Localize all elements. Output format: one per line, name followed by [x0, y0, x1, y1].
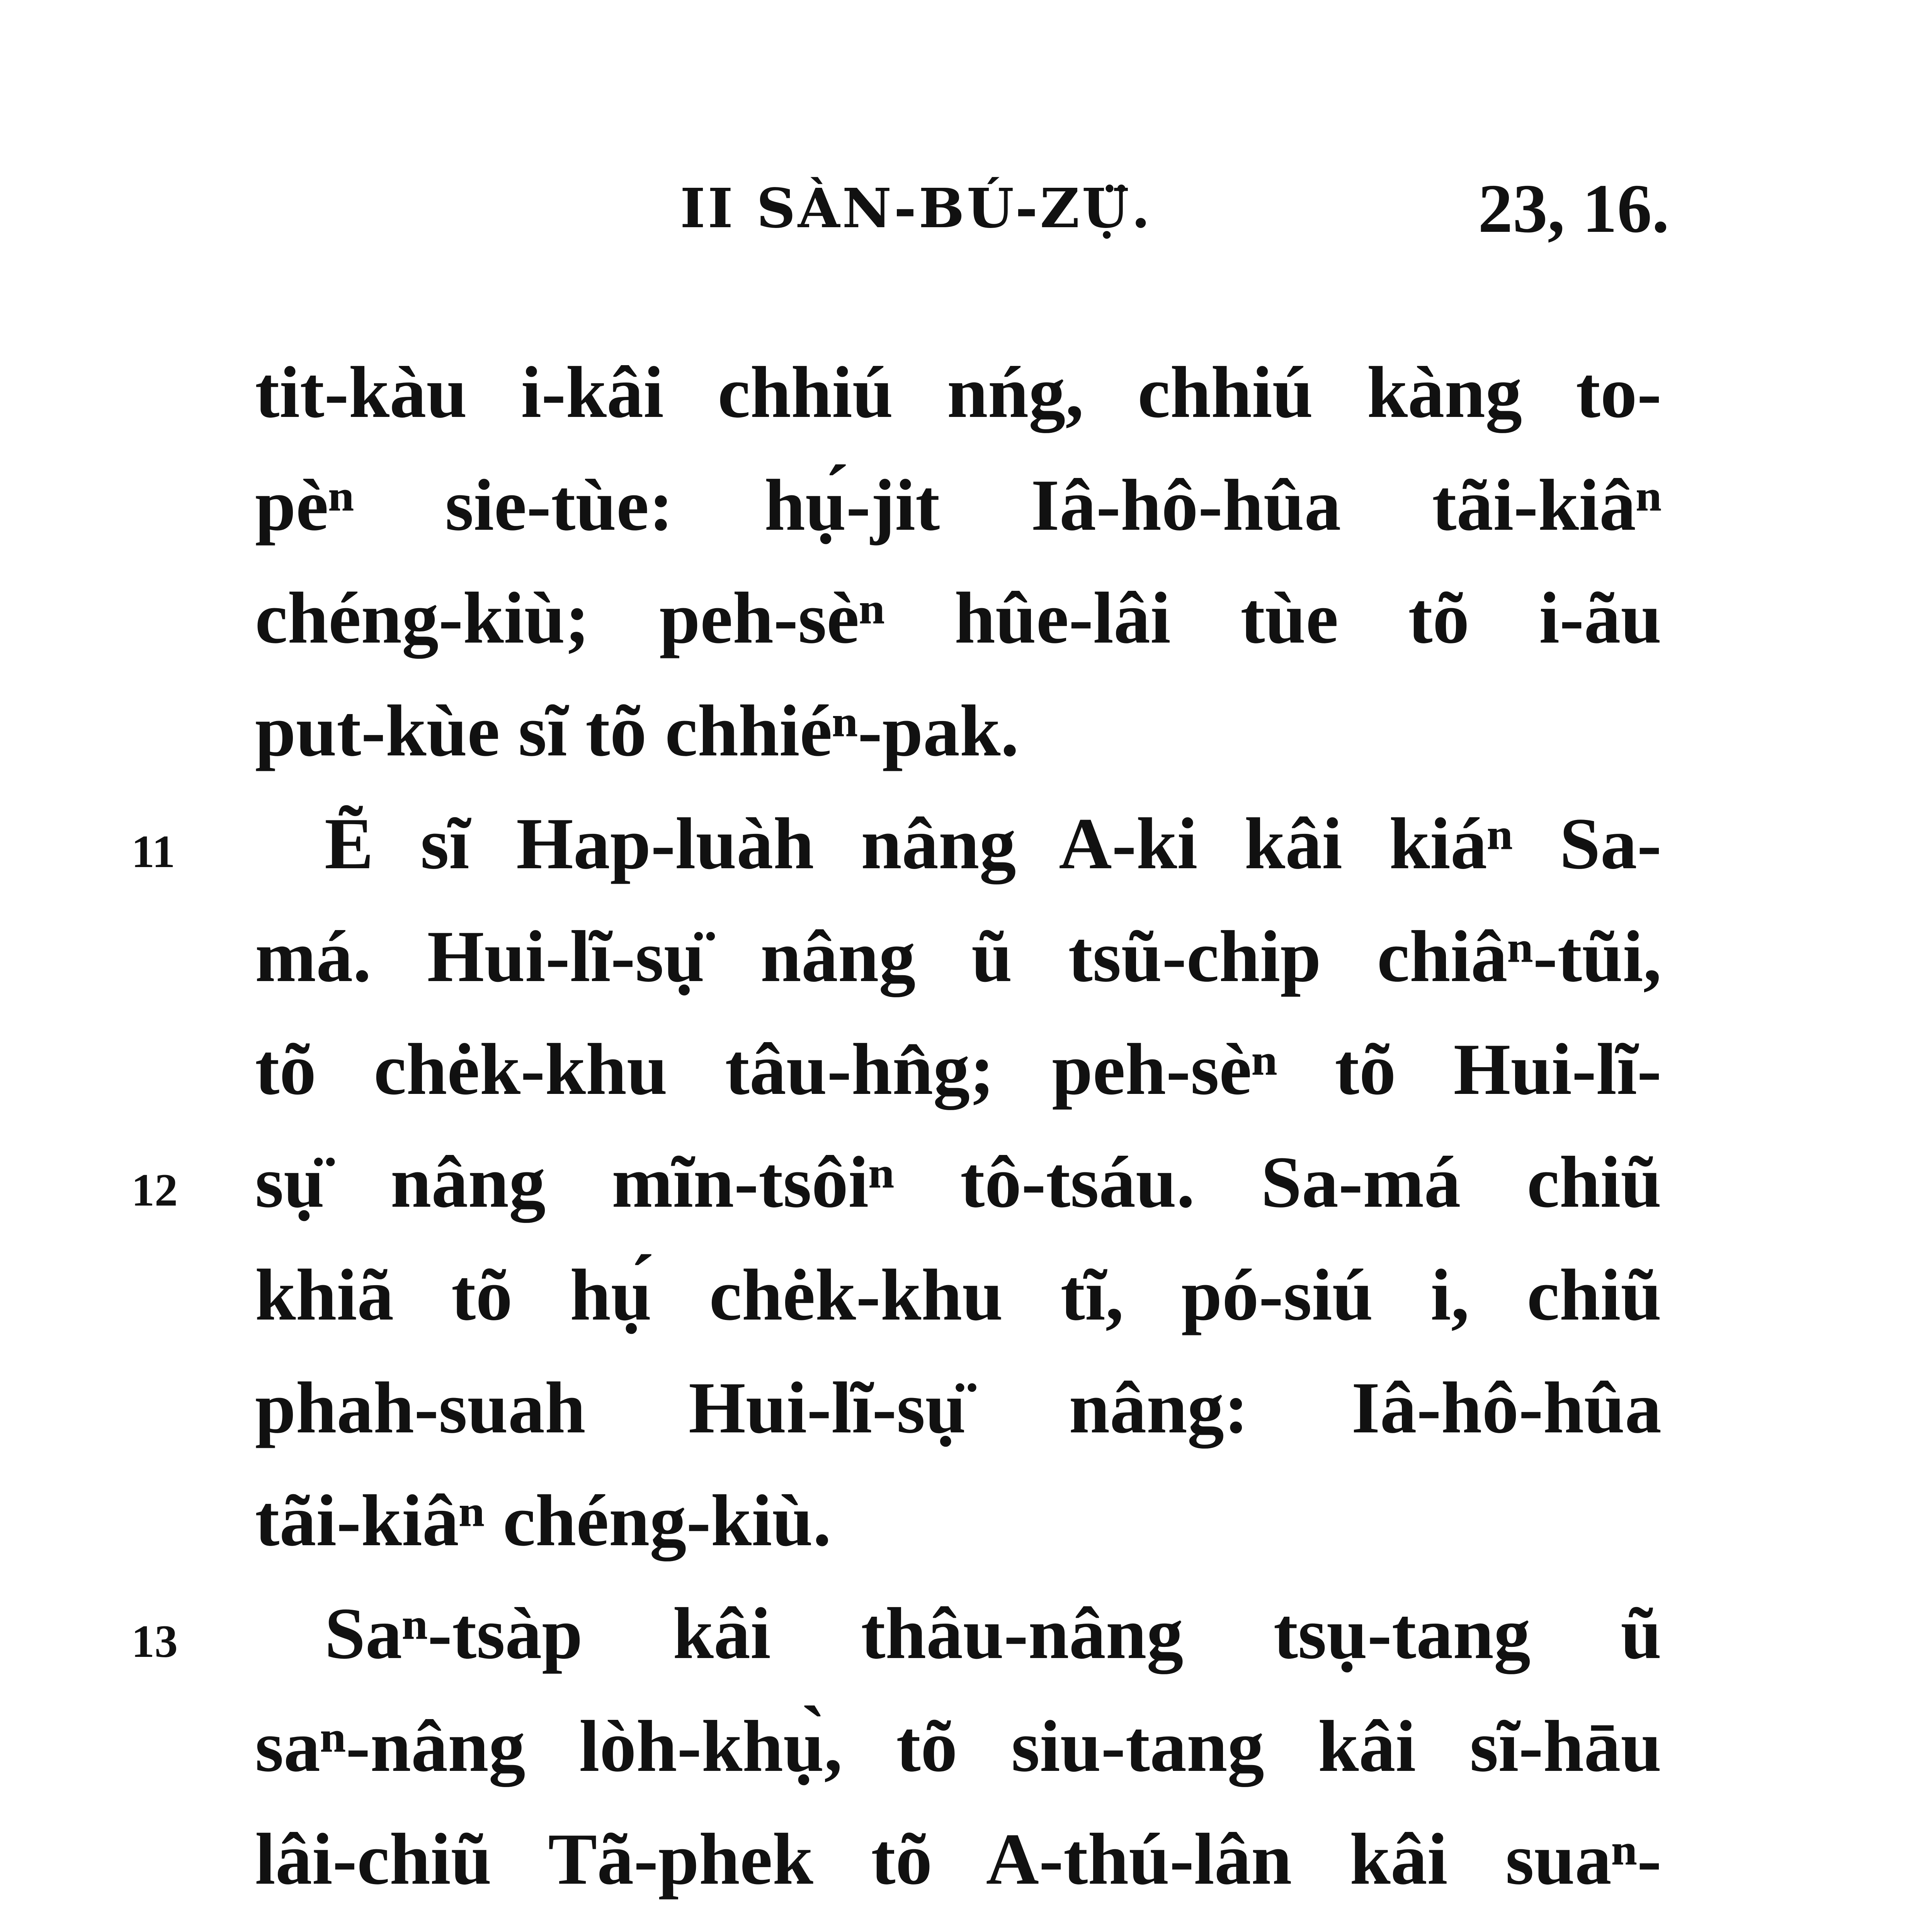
line-text: tãi-kiâⁿ chéng-kiù.: [255, 1480, 832, 1561]
verse-number: 11: [131, 826, 175, 877]
running-header: [680, 170, 1669, 247]
text-line: [116, 449, 1662, 562]
text-line: [116, 1803, 1662, 1916]
text-line: [116, 1464, 1662, 1577]
line-text: sụ̈ nâng mĩn-tsôiⁿ tô-tsáu. Sa-má chiũ: [255, 1142, 1662, 1223]
text-line: [116, 336, 1662, 449]
chapter-verse-reference: 23, 16.: [1478, 170, 1669, 247]
text-line: [116, 787, 1662, 900]
verse-number: 12: [131, 1164, 178, 1216]
line-text: put-kùe sĩ tõ chhiéⁿ-pak.: [255, 690, 1019, 772]
line-text: tit-kàu i-kâi chhiú nńg, chhiú kàng to-: [255, 352, 1662, 433]
verse-number: 13: [131, 1616, 178, 1667]
line-text: Saⁿ-tsàp kâi thâu-nâng tsụ-tang ũ: [325, 1593, 1662, 1674]
line-text: khiã tõ hụ́ chėk-khu tĩ, pó-siú i, chiũ: [255, 1255, 1662, 1336]
line-text: lâi-chiũ Tã-phek tõ A-thú-lân kâi suaⁿ-: [255, 1819, 1662, 1900]
text-line: [116, 900, 1662, 1013]
book-title: II SÀN-BÚ-ZỤ̈.: [680, 177, 1153, 240]
text-line: [116, 1239, 1662, 1352]
text-line: [116, 1013, 1662, 1126]
text-line: [116, 1690, 1662, 1803]
line-text: tõ chėk-khu tâu-hn̂g; peh-sèⁿ tõ Hui-lĩ-: [255, 1029, 1662, 1110]
line-text: phah-suah Hui-lĩ-sụ̈ nâng: Iâ-hô-hûa: [255, 1367, 1662, 1449]
line-text: pèⁿ sie-tùe: hụ́-jit Iâ-hô-hûa tãi-kiâⁿ: [255, 465, 1662, 546]
text-line: [116, 1577, 1662, 1690]
text-line: [116, 562, 1662, 675]
text-line: [116, 1916, 1662, 1932]
line-text: Ẽ sĩ Hap-luàh nâng A-ki kâi kiáⁿ Sa-: [325, 803, 1662, 884]
text-line: [116, 675, 1662, 787]
line-text: chéng-kiù; peh-sèⁿ hûe-lâi tùe tõ i-ãu: [255, 578, 1662, 659]
text-line: [116, 1126, 1662, 1239]
line-text: [255, 1916, 1662, 1932]
line-text: saⁿ-nâng lòh-khụ̀, tõ siu-tang kâi sĩ-hāu: [255, 1706, 1662, 1787]
scripture-text: [116, 336, 1662, 1932]
line-text: má. Hui-lĩ-sụ̈ nâng ũ tsũ-chip chiâⁿ-tũi,: [255, 916, 1662, 997]
text-line: [116, 1352, 1662, 1464]
